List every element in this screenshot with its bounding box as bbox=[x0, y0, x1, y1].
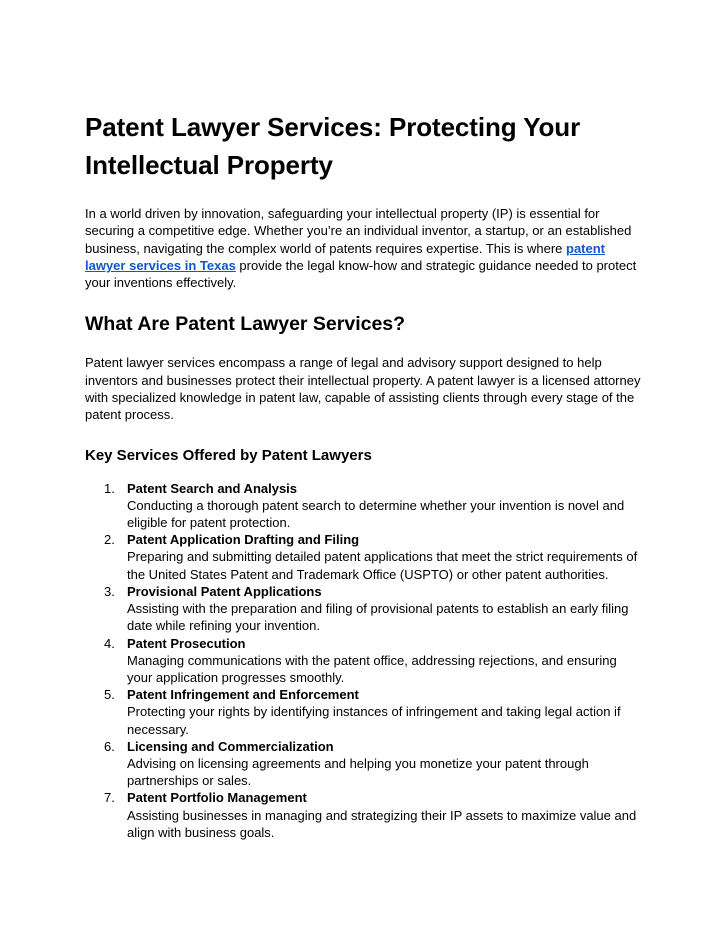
list-item bbox=[85, 583, 645, 635]
intro-text-before-link: In a world driven by innovation, safeguarding your intellectual property (IP) is essential for securing a competitive edge. Whether you’re an individual inventor, a startup, or an established business, navigating the complex world of patents requires expertise. This is where bbox=[85, 206, 632, 256]
list-item-title: Patent Portfolio Management bbox=[127, 790, 307, 806]
list-item-title: Patent Application Drafting and Filing bbox=[127, 532, 360, 548]
list-item-title: Licensing and Commercialization bbox=[127, 738, 334, 754]
list-item-description: Managing communications with the patent office, addressing rejections, and ensuring your application progresses smoothly. bbox=[127, 652, 617, 685]
section-paragraph: Patent lawyer services encompass a range of legal and advisory support designed to help inventors and businesses protect their intellectual property. A patent lawyer is a licensed attorney with specialized knowledge in patent law, capable of assisting clients through every stage of the patent process. bbox=[85, 355, 641, 423]
list-item-title: Patent Prosecution bbox=[127, 635, 246, 651]
key-services-heading: Key Services Offered by Patent Lawyers bbox=[85, 446, 372, 464]
list-item bbox=[85, 738, 645, 790]
list-item bbox=[85, 686, 645, 738]
document-content bbox=[85, 108, 645, 841]
key-services-list bbox=[85, 480, 645, 841]
list-item-number: 7. bbox=[104, 790, 115, 806]
list-item-number: 1. bbox=[104, 480, 115, 496]
list-item-number: 2. bbox=[104, 532, 115, 548]
list-item bbox=[85, 480, 645, 532]
list-item-number: 4. bbox=[104, 635, 115, 651]
list-item bbox=[85, 531, 645, 583]
list-item-number: 3. bbox=[104, 583, 115, 599]
page-title: Patent Lawyer Services: Protecting Your Intellectual Property bbox=[85, 112, 581, 180]
list-item-description: Protecting your rights by identifying instances of infringement and taking legal action if necessary. bbox=[127, 704, 621, 737]
intro-paragraph bbox=[85, 205, 645, 291]
list-item-title: Patent Search and Analysis bbox=[127, 480, 298, 496]
list-item-description: Assisting with the preparation and filing of provisional patents to establish an early filing date while refining your invention. bbox=[127, 601, 629, 634]
section-heading: What Are Patent Lawyer Services? bbox=[85, 313, 406, 336]
list-item-title: Patent Infringement and Enforcement bbox=[127, 687, 359, 703]
list-item bbox=[85, 789, 645, 841]
list-item bbox=[85, 635, 645, 687]
list-item-description: Advising on licensing agreements and helping you monetize your patent through partnerships or sales. bbox=[127, 755, 589, 789]
list-item-description: Conducting a thorough patent search to determine whether your invention is novel and eligible for patent protection. bbox=[127, 497, 625, 531]
intro-text-after-link: provide the legal know-how and strategic guidance needed to protect your inventions effectively. bbox=[85, 257, 637, 291]
list-item-title: Provisional Patent Applications bbox=[127, 583, 322, 599]
list-item-description: Preparing and submitting detailed patent applications that meet the strict requirements of the United States Patent and Trademark Office (USPTO) or other patent authorities. bbox=[127, 549, 638, 582]
list-item-description: Assisting businesses in managing and strategizing their IP assets to maximize value and align with business goals. bbox=[127, 807, 637, 840]
patent-lawyer-texas-link[interactable]: patent lawyer services in Texas bbox=[85, 240, 606, 273]
list-item-number: 6. bbox=[104, 738, 115, 754]
list-item-number: 5. bbox=[104, 687, 115, 703]
